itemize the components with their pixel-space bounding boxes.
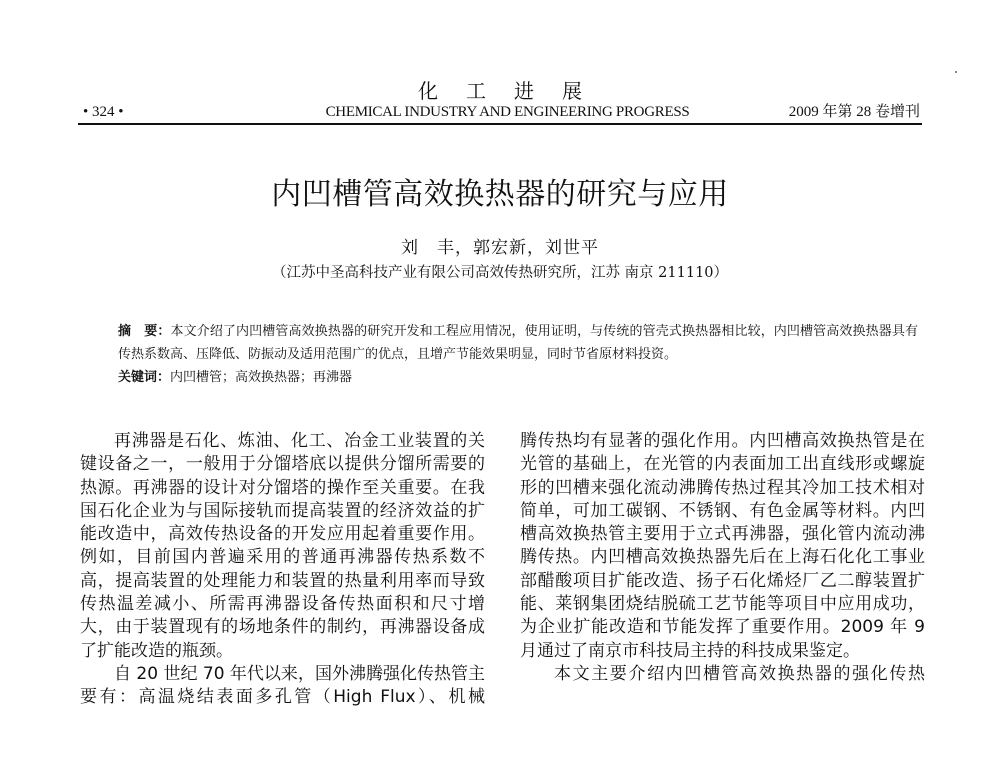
page-number: • 324 • bbox=[83, 104, 124, 120]
issue-info: 2009 年第 28 卷增刊 bbox=[788, 104, 920, 120]
abstract-label: 摘 要： bbox=[118, 324, 171, 339]
journal-title-chinese: 化工进展 bbox=[418, 79, 610, 103]
keywords-text: 内凹槽管；高效换热器；再沸器 bbox=[170, 370, 353, 385]
body-paragraph: 本文主要介绍内凹槽管高效换热器的强化传热 bbox=[554, 663, 925, 684]
scan-speck bbox=[955, 71, 957, 73]
body-paragraph: 腾传热均有显著的强化作用。内凹槽高效换热管是在光管的基础上，在光管的内表面加工出直线形或螺旋形的凹槽来强化流动沸腾传热过程其冷加工技术相对简单，可加工碳钢、不锈钢、有色金属等材料。内凹槽高效换热管主要用于立式再沸器，强化管内流动沸腾传热。内凹槽高效换热器先后在上海石化化工事业部醋酸项目扩能改造、扬子石化烯烃厂乙二醇装置扩能、莱钢集团烧结脱硫工艺节能等项目中应用成功，为企业扩能改造和节能发挥了重要作用。2009 年 9 月通过了南京市科技局主持的科技成果鉴定。 bbox=[520, 431, 925, 661]
header-rule bbox=[78, 123, 922, 125]
abstract-paragraph bbox=[118, 320, 918, 366]
body-paragraph: 自 20 世纪 70 年代以来，国外沸腾强化传热管主要有：高温烧结表面多孔管（High Flux）、机械 bbox=[80, 663, 485, 708]
journal-title-english: CHEMICAL INDUSTRY AND ENGINEERING PROGRESS bbox=[325, 104, 690, 120]
abstract-block bbox=[118, 320, 918, 389]
affiliation: （江苏中圣高科技产业有限公司高效传热研究所，江苏 南京 211110） bbox=[271, 265, 729, 281]
keywords-paragraph bbox=[118, 366, 918, 389]
body-column-right bbox=[520, 430, 925, 686]
article-title: 内凹槽管高效换热器的研究与应用 bbox=[271, 177, 729, 212]
body-column-left bbox=[80, 430, 485, 710]
abstract-text: 本文介绍了内凹槽管高效换热器的研究开发和工程应用情况，使用证明，与传统的管壳式换热器相比较，内凹槽管高效换热器具有传热系数高、压降低、防振动及适用范围广的优点，且增产节能效果明显，同时节省原材料投资。 bbox=[118, 324, 918, 362]
keywords-label: 关键词： bbox=[118, 370, 171, 385]
body-paragraph: 再沸器是石化、炼油、化工、冶金工业装置的关键设备之一，一般用于分馏塔底以提供分馏所需要的热源。再沸器的设计对分馏塔的操作至关重要。在我国石化企业为与国际接轨而提高装置的经济效益的扩能改造中，高效传热设备的开发应用起着重要作用。例如，目前国内普遍采用的普通再沸器传热系数不高，提高装置的处理能力和装置的热量利用率而导致传热温差减小、所需再沸器设备传热面积和尺寸增大，由于装置现有的场地条件的制约，再沸器设备成了扩能改造的瓶颈。 bbox=[80, 431, 485, 661]
authors: 刘 丰，郭宏新，刘世平 bbox=[401, 238, 599, 258]
